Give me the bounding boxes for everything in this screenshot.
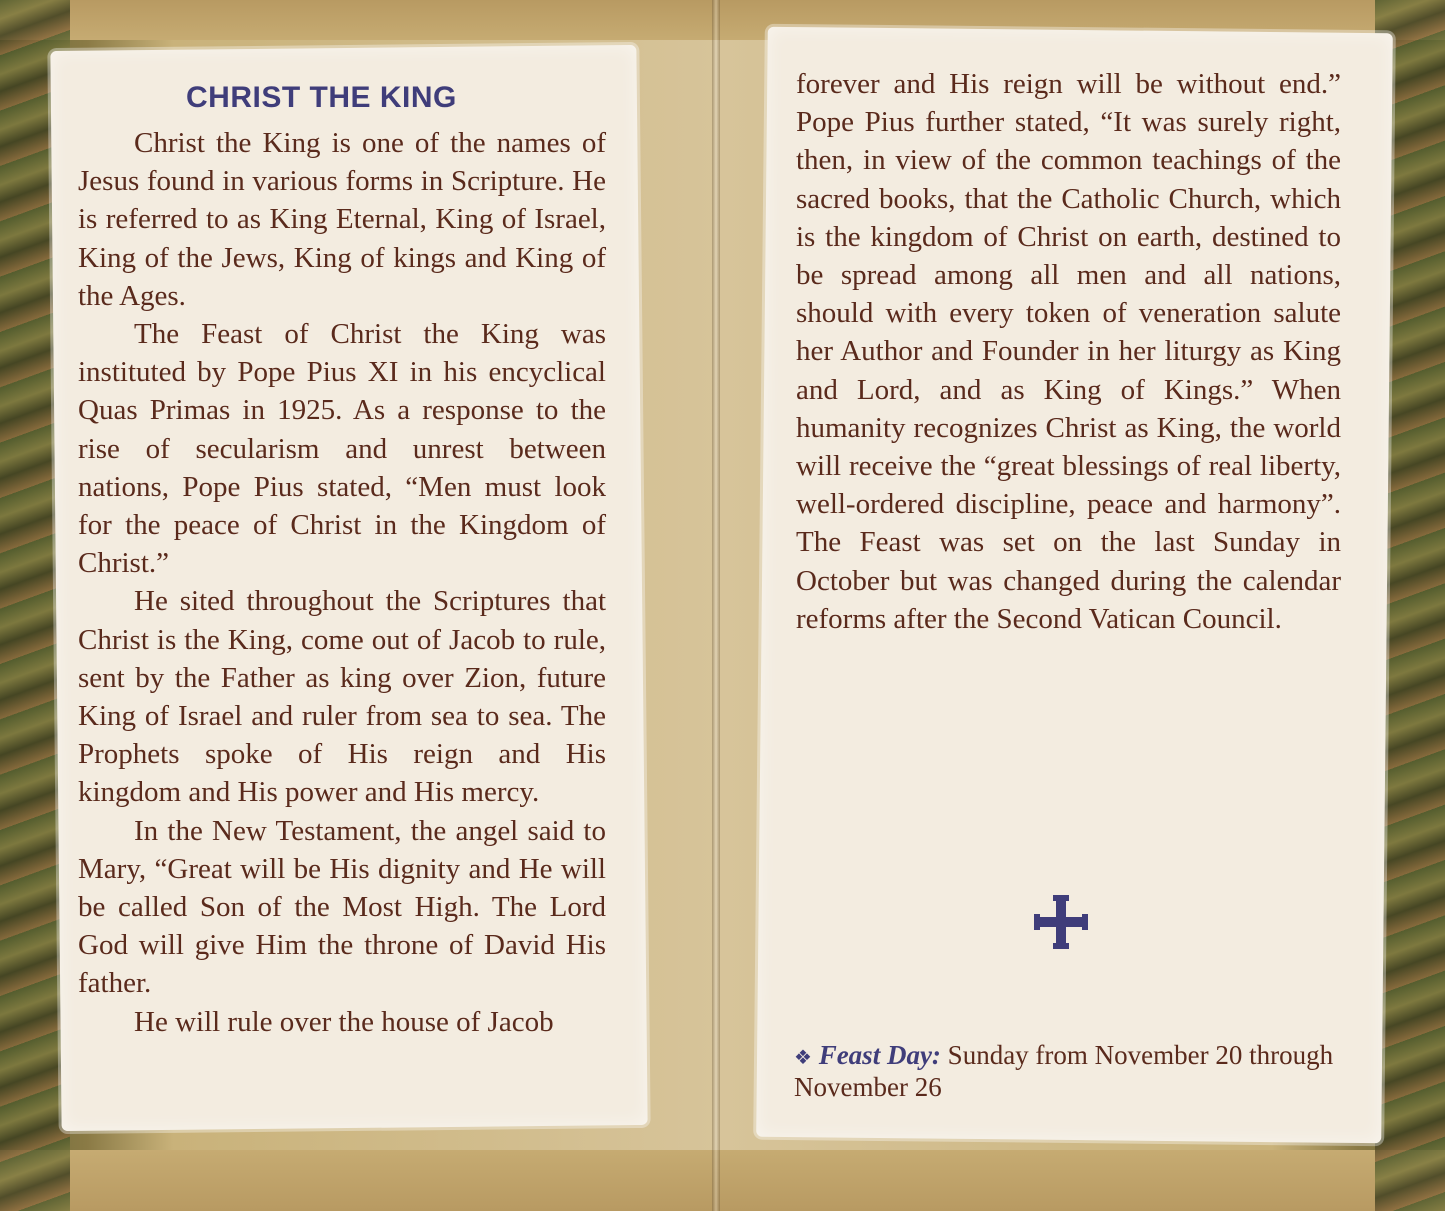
paragraph-1: Christ the King is one of the names of Jesus found in various forms in Scripture. He is referred to as King Eternal, King of Israel, King of the Jews, King of kings and King of the Ages.	[78, 127, 606, 312]
feast-day-note	[794, 1040, 1334, 1102]
page-title: CHRIST THE KING	[186, 81, 457, 114]
right-page-text	[796, 65, 1341, 638]
card-bottom-band	[0, 1150, 1445, 1211]
paragraph-3: He sited throughout the Scriptures that Christ is the King, come out of Jacob to rule, sent by the Father as king over Zion, future King of Israel and ruler from sea to sea. The Prophets spoke of His reign and His kingdom and His power and His mercy.	[78, 585, 606, 809]
paragraph-5: He will rule over the house of Jacob	[134, 1005, 554, 1038]
feast-day-text: Sunday from November 20 through November 26	[794, 1040, 1334, 1102]
diamond-bullet-icon: ❖	[794, 1045, 812, 1069]
paragraph-4: In the New Testament, the angel said to Mary, “Great will be His dignity and He will be called Son of the Most High. The Lord God will give Him the throne of David His father.	[78, 814, 606, 1000]
paragraph-continued: forever and His reign will be without end.” Pope Pius further stated, “It was surely right, then, in view of the common teachings of the sacred books, that the Catholic Church, which is the kingdom of Christ on earth, destined to be spread among all men and all nations, should with every token of veneration salute her Author and Founder in her liturgy as King and Lord, and as King of Kings.” When humanity recognizes Christ as King, the world will receive the “great blessings of real liberty, well-ordered discipline, peace and harmony”. The Feast was set on the last Sunday in October but was changed during the calendar reforms after the Second Vatican Council.	[796, 68, 1341, 635]
left-page-text	[78, 80, 606, 1041]
card-fold	[712, 0, 720, 1211]
paragraph-2: The Feast of Christ the King was instituted by Pope Pius XI in his encyclical Quas Primas in 1925. As a response to the rise of secularism and unrest between nations, Pope Pius stated, “Men must look for the peace of Christ in the Kingdom of Christ.”	[78, 318, 606, 580]
cross-pattee-icon	[1034, 895, 1088, 949]
feast-day-label: Feast Day:	[818, 1040, 941, 1070]
